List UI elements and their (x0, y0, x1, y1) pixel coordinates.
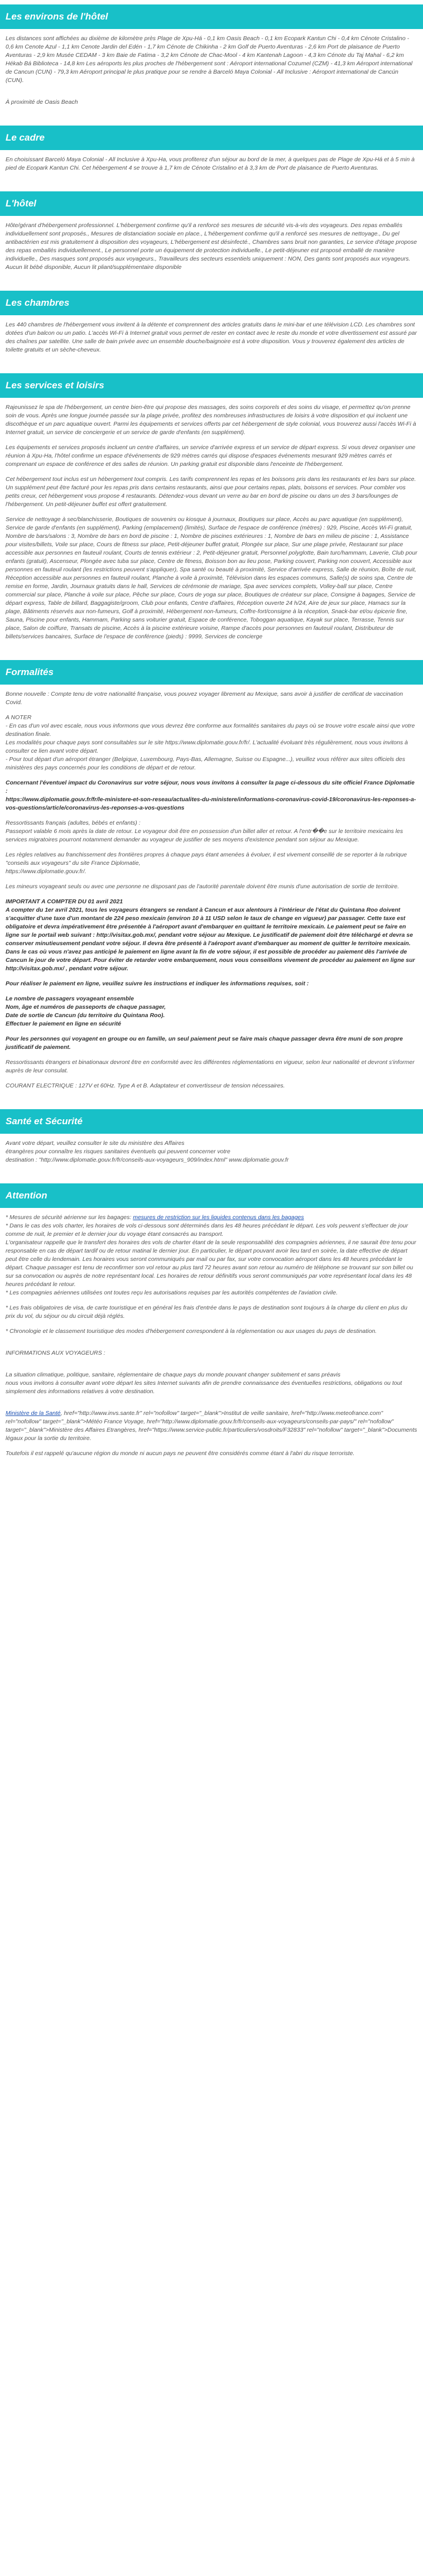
attention-situation-text: La situation climatique, politique, sanitaire, réglementaire de chaque pays du monde pouvant changer subitement et sans préavis nous vous invitons à consulter avant votre départ les sites Internet suivants afin de prendre connaissance des éventuelles restrictions, obligations ou tout simplement des informations relatives à votre destination. (6, 1371, 402, 1395)
section-body-services (0, 398, 423, 660)
attention-classification-text: * Chronologie et le classement touristique des modes d'hébergement correspondent à la réglementation ou aux usages du pays de destination. (6, 1328, 377, 1335)
attention-baggage-label: * Mesures de sécurité aérienne sur les bagages: (6, 1214, 133, 1221)
cadre-text: En choisissant Barceló Maya Colonial - All Inclusive à Xpu-Ha, vous profiterez d'un séjour au bord de la mer, à quelques pas de Plage de Xpu-Há et à 5 min à pied de Ecopark Kantun Chi. Cet hébergement 4 se trouve à 1,7 km de Cénote Cristalino et à 3,3 km de Port de plaisance de Puerto Aventuras. (6, 156, 415, 171)
formalites-passport-text: Ressortissants français (adultes, bébés et enfants) : Passeport valable 6 mois après la date de retour. Le voyageur doit être en possession d'un billet aller et retour. A l'entr��e sur le territoire mexicains les services migratoires pourront notamment demander au voyageur de justifier de ses moyens d'existence pendant son séjour au Mexique. (6, 820, 403, 843)
attention-terrorism-text: Toutefois il est rappelé qu'aucune région du monde ni aucun pays ne peuvent être considérés comme étant à l'abri du risque terroriste. (6, 1450, 355, 1457)
formalites-payment-instructions: Pour réaliser le paiement en ligne, veuillez suivre les instructions et indiquer les informations requises, soit : (6, 980, 309, 987)
formalites-important-text: IMPORTANT A COMPTER DU 01 avril 2021 A compter du 1er avril 2021, tous les voyageurs étrangers se rendant à Cancun et aux alentours à l'intérieur de l'état du Quintana Roo doivent s'acquitter d'une taxe d'un montant de 224 peso mexicain (environ 10 à 11 USD selon le taux de change en vigueur) par passager. Cette taxe est obligatoire et devra impérativement être présentée à l'aéroport avant d'embarquer en quittant le territoire mexicain. Le paiement peut se faire en ligne sur le portail web suivant : http://visitax.gob.mx/, pendant votre séjour au Mexique. Le justificatif de paiement doit être téléchargé et devra se conserver minutieusement pendant votre séjour. Il devra être présenté à l'aéroport avant d'embarquer au moment de quitter le territoire mexicain. Dans le cas où vous n'avez pas anticipé le paiement en ligne avant la fin de votre séjour, il est possible de procéder au paiement dès l'arrivée de Cancun le jour de votre départ. Pour éviter de retarder votre embarquement, nous vous conseillons vivement de procéder au paiement en ligne sur http://visitax.gob.mx/ , pendant votre séjour. (6, 898, 415, 972)
environs-distances-text: Les distances sont affichées au dixième de kilomètre près Plage de Xpu-Há - 0,1 km Oasis Beach - 0,1 km Ecopark Kantun Chi - 0,4 km Cénote Cristalino - 0,6 km Cenote Azul - 1,1 km Cenote Jardin del Edén - 1,7 km Cénote de Chikinha - 2 km Golf de Puerto Aventuras - 2,6 km Port de plaisance de Puerto Aventuras - 2,9 km Musée CEDAM - 3 km Baie de Fatima - 3,2 km Cénote de Chac-Mool - 4 km Kantenah Lagoon - 4,3 km Cénote du Taj Mahal - 6,2 km Hékab Bá Biblioteca - 14,8 km Les aéroports les plus proches de l'hébergement sont : Aéroport international Cozumel (CZM) - 41,3 km Aéroport international de Cancun (CUN) - 79,3 km Aéroport principal le plus pratique pour se rendre à Barceló Maya Colonial - All Inclusive : Aéroport international de Cancún (CUN). (6, 35, 413, 84)
section-header-environs: Les environs de l'hôtel (0, 4, 423, 29)
attention-links-body: , href="http://www.invs.sante.fr" rel="nofollow" target="_blank">Institut de veille sanitaire, href="http://www.meteofrance.com" rel="nofollow" target="_blank">Météo France Voyage, href="http://www.diplomatie.gouv.fr/fr/conseils-aux-voyageurs/conseils-par-pays/" rel="nofollow" target="_blank">Ministère des Affaires Etrangères, href="https://www.service-public.fr/particuliers/vosdroits/F32833" rel="nofollow" target="_blank">Documents légaux pour la sortie du territoire. (6, 1410, 417, 1442)
services-business-text: Les équipements et services proposés incluent un centre d'affaires, un service d'arrivée express et un service de départ express. Si vous devez organiser une réunion à Xpu-Ha, l'hôtel confirme un espace d'événements de 929 mètres carrés qui dispose d'espaces événements mesurant 929 mètres carrés et comprenant un espace de conférence et des salles de réunion. Un parking gratuit est disponible dans l'enceinte de l'hébergement. (6, 444, 416, 468)
attention-fees-text: * Les frais obligatoires de visa, de carte touristique et en général les frais d'entrée dans le pays de destination sont toujours à la charge du client en plus du prix du vol, du séjour ou du circuit déjà réglés. (6, 1304, 407, 1320)
section-header-attention: Attention (0, 1183, 423, 1208)
sante-text: Avant votre départ, veuillez consulter le site du ministère des Affaires étrangères pour connaître les risques sanitaires éventuels qui peuvent concerner votre destination : "http://www.diplomatie.gouv.fr/fr/conseils-aux-voyageurs_909/index.html" www.diplomatie.gouv.fr (6, 1140, 289, 1163)
formalites-minors-text: Les mineurs voyageant seuls ou avec une personne ne disposant pas de l'autorité parentale doivent être munis d'une autorisation de sortie de territoire. (6, 883, 400, 890)
section-body-hotel (0, 216, 423, 291)
liquids-restriction-link[interactable]: mesures de restriction sur les liquides contenus dans les bagages (133, 1214, 304, 1221)
section-header-hotel: L'hôtel (0, 191, 423, 216)
services-allinclusive-text: Cet hébergement tout inclus est un hébergement tout compris. Les tarifs comprennent les repas et les boissons pris dans les restaurants et les bars sur place. Un supplément peut être facturé pour les repas pris dans certains restaurants, ainsi que pour certains repas, plats, boissons et services. Pour combler vos petits creux, cet hébergement vous propose 4 restaurants. Détendez-vous devant un verre au bar en bord de piscine ou dans un des 3 bars/lounges de l'hébergement. Un petit-déjeuner buffet est offert gratuitement. (6, 476, 416, 508)
services-list-text: Service de nettoyage à sec/blanchisserie, Boutiques de souvenirs ou kiosque à journaux, Boutiques sur place, Accès au parc aquatique (en supplément), Service de garde d'enfants (en supplément), Parking (emplacement) (limités), Surface de l'espace de conférence (mètres) : 929, Piscine, Accès Wi-Fi gratuit, Nombre de bars/salons : 3, Nombre de bars en bord de piscine : 1, Nombre de piscines extérieures : 1, Nombre de bars en milieu de piscine : 1, Assistance pour visites/billets, Voile sur place, Cours de fitness sur place, Petit-déjeuner buffet gratuit, Plongée sur place, Sur une plage privée, Restaurant sur place accessible aux personnes en fauteuil roulant, Courts de tennis extérieur : 2, Petit-déjeuner gratuit, Personnel polyglotte, Bain turc/hammam, Laverie, Club pour enfants (gratuit), Ascenseur, Plongée avec tuba sur place, Centre de fitness, Boisson bon au lieu pose, Parking couvert, Parking non couvert, Accessible aux personnes en fauteuil roulant (les restrictions peuvent s'appliquer), Spa santé ou beauté à proximité, Service d'arrivée express, Salle de réunion, Boîte de nuit, Réception accessible aux personnes en fauteuil roulant, Planche à voile à proximité, Télévision dans les espaces communs, Salle(s) de soins spa, Centre de remise en forme, Jardin, Journaux gratuits dans le hall, Services de cérémonie de mariage, Spa avec services complets, Volley-ball sur place, Centre commercial sur place, Planche à voile sur place, Pêche sur place, Cours de yoga sur place, Boutiques de créateur sur place, Consigne à bagages, Service de départ express, Table de billard, Baggagiste/groom, Club pour enfants, Centre d'affaires, Réception ouverte 24 h/24, Aire de jeux sur place, Hamacs sur la plage, Bâtiments réservés aux non-fumeurs, Golf à proximité, Hébergement non-fumeurs, Coffre-fort/consigne à la réception, Snack-bar et/ou épicerie fine, Sauna, Piscine pour enfants, Hammam, Parking sans voiturier gratuit, Espace de conférence, Toboggan aquatique, Kayak sur place, Terrasse, Tennis sur place, Salon de coiffure, Transats de piscine, Accès à la piscine extérieure voisine, Rampe d'accès pour personnes en fauteuil roulant, Distributeur de billets/services bancaires, Surface de l'espace de conférence (pieds) : 9999, Services de concierge (6, 516, 417, 640)
section-body-attention (0, 1208, 423, 1477)
section-body-chambres (0, 315, 423, 373)
section-body-sante (0, 1134, 423, 1183)
section-header-cadre: Le cadre (0, 126, 423, 150)
services-spa-text: Rajeunissez le spa de l'hébergement, un centre bien-être qui propose des massages, des soins corporels et des soins du visage, et permettez qu'on prenne soin de vous. Après une longue journée passée sur la plage privée, profitez des nombreuses infrastructures de loisirs à votre disposition et qui incluent une discothèque et un parc aquatique ouvert. Parmi les équipements et services offerts par cet hébergement de style colonial, vous trouverez aussi l'accès Wi-Fi à Internet gratuit, un service de conciergerie et un service de garde d'enfants (en supplément). (6, 404, 416, 436)
attention-links-text (6, 1409, 417, 1443)
formalites-rules-text: Les règles relatives au franchissement des frontières propres à chaque pays étant amenées à évoluer, il est vivement conseillé de se reporter à la rubrique "conseils aux voyageurs" du site France Diplomatie, https://www.diplomatie.gouv.fr/. (6, 851, 407, 875)
ministere-sante-link[interactable]: Ministère de la Santé (6, 1410, 61, 1417)
environs-proximity-text: À proximité de Oasis Beach (6, 99, 78, 105)
attention-info-heading: INFORMATIONS AUX VOYAGEURS : (6, 1350, 105, 1356)
section-body-cadre (0, 150, 423, 191)
section-header-chambres: Les chambres (0, 291, 423, 315)
section-header-formalites: Formalités (0, 660, 423, 685)
formalites-note-text: A NOTER - En cas d'un vol avec escale, nous vous informons que vous devrez être conforme aux formalités sanitaires du pays où se trouve votre escale ainsi que votre destination finale. Les modalités pour chaque pays sont consultables sur le site https://www.diplomatie.gouv.fr/fr/. L'actualité évoluant très régulièrement, nous vous invitons à consulter ce lien avant votre départ. - Pour tout départ d'un aéroport étranger (Belgique, Luxembourg, Pays-Bas, Allemagne, Suisse ou Espagne...), veuillez vous référer aux sites officiels des ministères des pays concernés pour les conditions de départ et de retour. (6, 714, 415, 771)
formalites-foreigners-text: Ressortissants étrangers et binationaux devront être en conformité avec les différentes réglementations en vigueur, selon leur nationalité et devront s'informer auprès de leur consulat. (6, 1059, 415, 1074)
hotel-text: Hôte/gérant d'hébergement professionnel. L'hébergement confirme qu'il a renforcé ses mesures de sécurité vis-à-vis des voyageurs. Des repas emballés individuellement sont proposés., Mesures de distanciation sociale en place., L'hébergement confirme qu'il a renforcé ses mesures de nettoyage., Du gel antibactérien est mis gratuitement à disposition des voyageurs, L'hébergement est désinfecté., Chambres sans bruit non garanties, Le service d'étage propose des repas emballés individuellement., Le personnel porte un équipement de protection individuelle., Le petit-déjeuner est proposé emballé de manière individuelle., Des masques sont proposés aux voyageurs., Travailleurs des secteurs essentiels uniquement : NON, Des gants sont proposés aux voyageurs. Aucun lit bébé disponible, Aucun lit pliant/supplémentaire disponible (6, 222, 417, 271)
section-header-sante: Santé et Sécurité (0, 1109, 423, 1134)
formalites-electric-text: COURANT ELECTRIQUE : 127V et 60Hz. Type A et B. Adaptateur et convertisseur de tension nécessaires. (6, 1082, 285, 1089)
formalites-group-text: Pour les personnes qui voyagent en groupe ou en famille, un seul paiement peut se faire mais chaque passager devra être muni de son propre justificatif de paiement. (6, 1036, 403, 1051)
formalites-intro-text: Bonne nouvelle : Compte tenu de votre nationalité française, vous pouvez voyager librement au Mexique, sans avoir à justifier de certificat de vaccination Covid. (6, 691, 403, 706)
section-header-services: Les services et loisirs (0, 373, 423, 398)
attention-flights-text (6, 1214, 417, 1297)
chambres-text: Les 440 chambres de l'hébergement vous invitent à la détente et comprennent des articles gratuits dans le mini-bar et une télévision LCD. Les chambres sont dotées d'un balcon ou un patio. L'accès Wi-Fi à Internet gratuit vous permet de rester en contact avec le reste du monde et votre divertissement est assuré par des chaînes par satellite. Une salle de bain privée avec un ensemble douche/baignoire est à votre disposition. Vous y trouverez également des articles de toilette gratuits et un sèche-cheveux. (6, 321, 417, 353)
attention-flights-body: * Dans le cas des vols charter, les horaires de vols ci-dessous sont déterminés dans les 48 heures précédant le départ. Les vols peuvent s'effectuer de jour comme de nuit, le premier et le dernier jour du voyage étant consacrés au transport. L'organisateur rappelle que le transfert des horaires des vols de charter étant de la seule responsabilité des compagnies aériennes, il ne saurait être tenu pour responsable en cas de départ tardif ou de retour matinal le dernier jour. En particulier, le départ pouvant avoir lieu tard en soirée, la date effective de départ peut être celle du lendemain. Les horaires vous seront communiqués par mail ou par fax, sur votre convocation aéroport dans les 48 heures précédant le départ. Chaque passager est tenu de reconfirmer son vol retour au plus tard 72 heures avant son retour au numéro de téléphone se trouvant sur son billet ou sur sa convocation ou auprès de notre représentant local. Les horaires de retour définitifs vous seront communiqués par votre représentant local dans les 48 heures précédant le retour. * Les compagnies aériennes utilisées ont toutes reçu les autorisations requises par les autorités compétentes de l'aviation civile. (6, 1222, 416, 1296)
section-body-environs (0, 29, 423, 126)
formalites-payment-list: Le nombre de passagers voyageant ensemble Nom, âge et numéros de passeports de chaque passager, Date de sortie de Cancun (du territoire du Quintana Roo). Effectuer le paiement en ligne en sécurité (6, 995, 166, 1027)
section-body-formalites (0, 685, 423, 1109)
formalites-coronavirus-text: Concernant l'éventuel impact du Coronavirus sur votre séjour, nous vous invitons à consulter la page ci-dessous du site officiel France Diplomatie : https://www.diplomatie.gouv.fr/fr/le-ministere-et-son-reseau/actualites-du-ministere/informations-coronavirus-covid-19/coronavirus-les-reponses-a-vos-questions/article/coronavirus-les-reponses-a-vos-questions (6, 779, 416, 811)
